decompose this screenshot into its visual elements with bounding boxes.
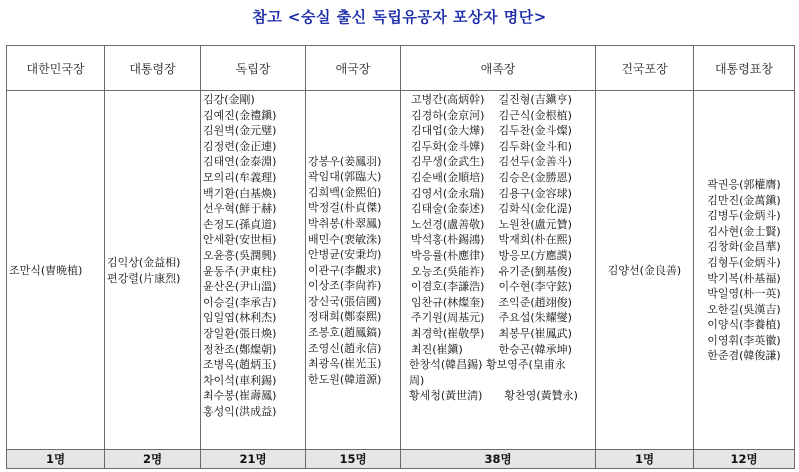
list-item: 이영휘(李英徽) [707, 333, 781, 347]
names-independence [201, 91, 305, 419]
cell-republic [7, 91, 105, 450]
list-item: 곽권응(郭權膺) [707, 177, 781, 191]
totals-row [7, 450, 795, 469]
list-item: 황찬영(黃贊永) [504, 389, 578, 403]
list-item: 박취봉(朴翠鳳) [308, 216, 382, 230]
list-item: 황보영주(皇甫永周) [409, 358, 566, 387]
total-founding: 1명 [596, 450, 694, 469]
list-item: 윤산온(尹山溫) [203, 280, 277, 294]
list-item: 김무생(金武生) [411, 155, 485, 169]
list-item: 오능조(吳能祚) [411, 264, 485, 278]
list-item: 박정걸(朴貞傑) [308, 201, 382, 215]
header-aejok-order: 애족장 [401, 46, 596, 91]
list-item: 선우혁(鮮于赫) [203, 202, 277, 216]
list-item: 편강렬(片康烈) [107, 271, 181, 285]
list-item: 김근식(金根植) [498, 108, 572, 122]
list-item: 조만식(曺晩植) [9, 263, 83, 277]
names-republic [7, 262, 104, 279]
list-item: 주요섭(朱耀燮) [498, 311, 572, 325]
list-item: 고병간(高炳幹) [411, 93, 485, 106]
list-item: 안세환(安世桓) [203, 233, 277, 247]
list-item: 오윤흥(吳潤興) [203, 248, 277, 262]
total-citation: 12명 [694, 450, 795, 469]
aejok-two-column [401, 91, 595, 357]
list-item: 조봉호(趙鳳鎬) [308, 326, 382, 340]
list-item: 모의리(牟義理) [203, 170, 277, 184]
list-item: 임일엽(林利杰) [203, 311, 277, 325]
list-item: 김경하(金京河) [411, 108, 485, 122]
list-item: 김희백(金熙伯) [308, 185, 382, 199]
list-item: 박재희(朴在熙) [498, 233, 572, 247]
header-founding-medal: 건국포장 [596, 46, 694, 91]
list-item: 조병옥(趙炳玉) [203, 358, 277, 372]
names-patriot [306, 153, 400, 388]
list-item: 김태연(金泰淵) [203, 155, 277, 169]
list-item: 이상조(李尙祚) [308, 279, 382, 293]
list-item: 안병균(安秉均) [308, 248, 382, 262]
list-item: 이승길(李承吉) [203, 295, 277, 309]
total-independence: 21명 [201, 450, 306, 469]
total-president: 2명 [105, 450, 201, 469]
header-patriot-order: 애국장 [306, 46, 401, 91]
cell-aejok [401, 91, 596, 450]
list-item: 이양식(李養植) [707, 318, 781, 332]
names-founding [596, 262, 693, 279]
list-item: 유기준(劉基俊) [498, 264, 572, 278]
list-item: 김원벽(金元璧) [203, 124, 277, 138]
names-aejok-right [496, 92, 571, 357]
list-item: 황세청(黃世淸) [409, 389, 483, 403]
list-item: 김병두(金炳斗) [707, 209, 781, 223]
list-item: 박기복(朴基福) [707, 271, 781, 285]
list-item: 손정도(孫貞道) [203, 217, 277, 231]
list-item: 김태술(金泰述) [411, 202, 485, 216]
names-aejok-left [409, 92, 484, 357]
list-item: 방응모(方應謨) [498, 248, 572, 262]
awardees-table [6, 45, 795, 469]
list-item: 최수봉(崔壽鳳) [203, 389, 277, 403]
list-item: 김정련(金正連) [203, 139, 277, 153]
list-item: 이관구(李觀求) [308, 263, 382, 277]
list-item: 윤동주(尹東柱) [203, 264, 277, 278]
header-independence-order: 독립장 [201, 46, 306, 91]
names-president [105, 254, 200, 286]
list-item: 홍성익(洪成益) [203, 404, 277, 418]
total-patriot: 15명 [306, 450, 401, 469]
list-item: 강봉우(姜鳳羽) [308, 154, 382, 168]
list-item: 박석홍(朴錫鴻) [411, 233, 485, 247]
list-item: 곽임대(郭臨大) [308, 170, 382, 184]
cell-citation [694, 91, 795, 450]
cell-patriot [306, 91, 401, 450]
list-item: 김강(金剛) [203, 93, 255, 106]
list-item: 정태희(鄭泰熙) [308, 310, 382, 324]
list-item: 김창화(金昌華) [707, 240, 781, 254]
header-republic-order: 대한민국장 [7, 46, 105, 91]
list-item: 김두화(金斗嬅) [411, 139, 485, 153]
list-item: 최경학(崔敬學) [411, 326, 485, 340]
list-item: 김익상(金益相) [107, 255, 181, 269]
list-item: 최봉무(崔鳳武) [498, 326, 572, 340]
list-item: 김사현(金士賢) [707, 224, 781, 238]
list-item: 차이석(車利錫) [203, 373, 277, 387]
list-item: 이겸호(李謙浩) [411, 280, 485, 294]
list-item: 주기원(周基元) [411, 311, 485, 325]
header-row [7, 46, 795, 91]
list-item: 한도원(韓道源) [308, 372, 382, 386]
list-item: 김순배(金順培) [411, 170, 485, 184]
aejok-wrap-line [401, 357, 579, 388]
list-item: 정찬조(鄭燦朝) [203, 342, 277, 356]
list-item: 한준겸(韓俊謙) [707, 349, 781, 363]
list-item: 노원찬(盧元贊) [498, 217, 572, 231]
list-item: 오한길(吳漢吉) [707, 302, 781, 316]
header-president-order: 대통령장 [105, 46, 201, 91]
list-item: 최광옥(崔光玉) [308, 357, 382, 371]
list-item: 김두찬(金斗燦) [498, 124, 572, 138]
list-item: 김영서(金永瑞) [411, 186, 485, 200]
list-item: 임찬규(林燦奎) [411, 295, 485, 309]
list-item: 김두화(金斗和) [498, 139, 572, 153]
aejok-tail-row [401, 388, 595, 404]
list-item: 백기환(白基煥) [203, 186, 277, 200]
list-item: 김선두(金善斗) [498, 155, 572, 169]
list-item: 최진(崔鎭) [411, 342, 463, 356]
list-item: 길진형(吉鎭亨) [498, 93, 572, 106]
document-title: 참고 <숭실 출신 독립유공자 포상자 명단> [252, 8, 547, 26]
cell-independence [201, 91, 306, 450]
list-item: 한창석(韓昌錫) [409, 358, 483, 372]
list-item: 김형두(金炳斗) [707, 255, 781, 269]
names-row [7, 91, 795, 450]
header-presidential-citation: 대통령표창 [694, 46, 795, 91]
total-aejok: 38명 [401, 450, 596, 469]
list-item: 이수현(李守鉉) [498, 280, 572, 294]
list-item: 김대업(金大燁) [411, 124, 485, 138]
list-item: 박응률(朴應律) [411, 248, 485, 262]
list-item: 김예진(金禮鎭) [203, 108, 277, 122]
list-item: 김만진(金萬鎭) [707, 193, 781, 207]
list-item: 박일영(朴一英) [707, 287, 781, 301]
list-item: 김용구(金容球) [498, 186, 572, 200]
list-item: 배민수(裵敏洙) [308, 232, 382, 246]
list-item: 한승곤(韓承坤) [498, 342, 572, 356]
names-citation [694, 176, 794, 364]
list-item: 김양선(金良善) [607, 263, 682, 277]
list-item: 장일환(張日煥) [203, 326, 277, 340]
cell-founding [596, 91, 694, 450]
list-item: 김화식(金化湜) [498, 202, 572, 216]
list-item: 김승은(金勝恩) [498, 170, 572, 184]
total-republic: 1명 [7, 450, 105, 469]
list-item: 조영신(趙永信) [308, 341, 382, 355]
list-item: 조익준(趙翊俊) [498, 295, 572, 309]
list-item: 노선경(盧善敬) [411, 217, 485, 231]
list-item: 장신국(張信國) [308, 294, 382, 308]
cell-president [105, 91, 201, 450]
